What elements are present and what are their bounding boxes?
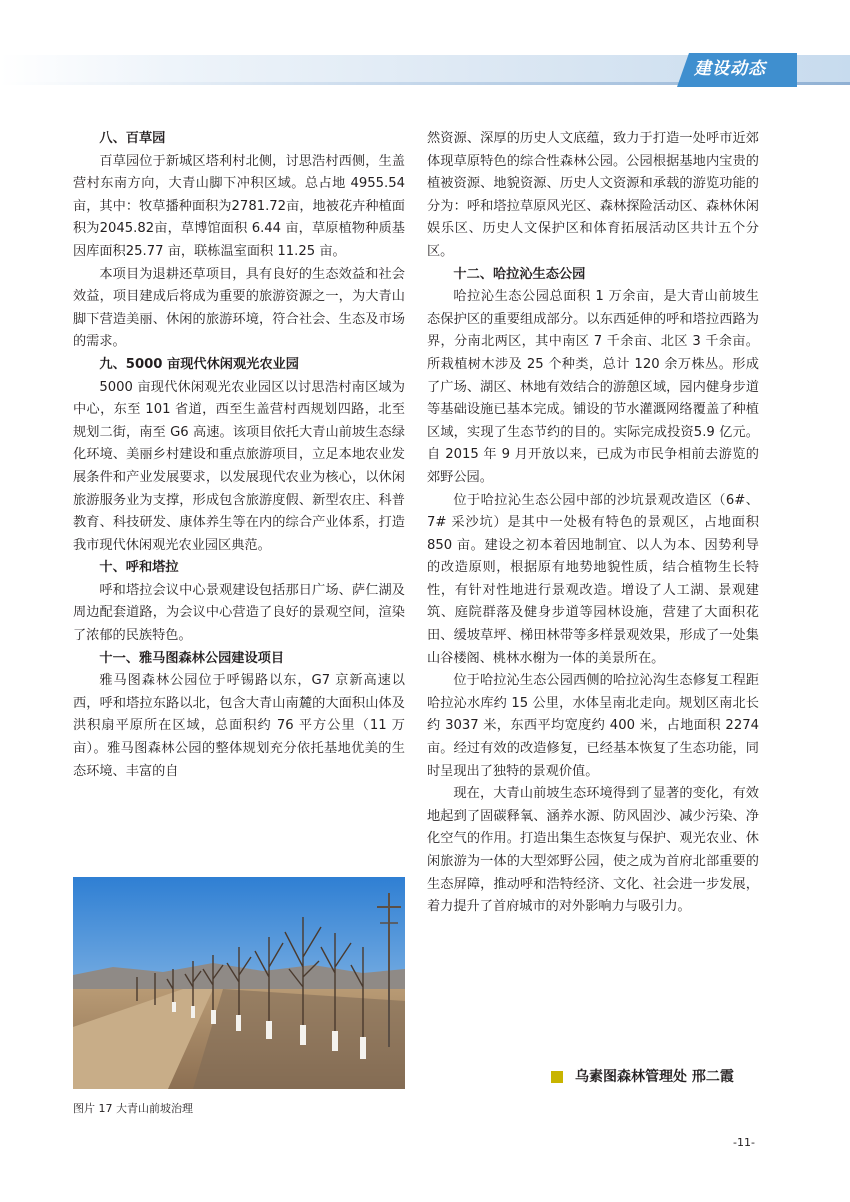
paragraph: 本项目为退耕还草项目，具有良好的生态效益和社会效益，项目建成后将成为重要的旅游资源之一，为大青山脚下营造美丽、休闲的旅游环境，符合社会、生态及市场的需求。 [73,266,405,350]
paragraph: 位于哈拉沁生态公园中部的沙坑景观改造区（6#、7# 采沙坑）是其中一处极有特色的景观区，占地面积 850 亩。建设之初本着因地制宜、以人为本、因势利导的改造原则，根据原有地势地貌性质，结合植物生长特性，有针对性地进行景观改造。增设了人工湖、景观建筑、庭院群落及健身步道等园林设施，营建了大面积花田、缓坡草坪、梯田林带等多样景观效果，形成了一处集山谷楼阁、桃林水榭为一体的美景所在。 [427,492,759,666]
heading-baicaoyuan: 八、百草园 [99,131,166,146]
heading-huhetala: 十、呼和塔拉 [99,560,179,576]
author-marker [551,1071,563,1083]
page-number: -11- [733,1136,755,1149]
paragraph: 位于哈拉沁生态公园西侧的哈拉沁沟生态修复工程距哈拉沁水库约 15 公里，水体呈南北走向。规划区南北长约 3037 米，东西平均宽度约 400 米，占地面积 2274 亩。经过有效的改造修复，已经基本恢复了生态功能，同时呈现出了独特的景观价值。 [427,673,759,779]
paragraph: 雅马图森林公园位于呼锡路以东，G7 京新高速以西，呼和塔拉东路以北，包含大青山南麓的大面积山体及洪积扇平原所在区域，总面积约 76 平方公里（11 万亩）。雅马图森林公园的整体规划充分依托基地优美的生态环境、丰富的自 [73,673,405,779]
heading-agri-park: 九、5000 亩现代休闲观光农业园 [99,356,299,372]
left-column [73,128,405,783]
heading-halaqin: 十二、哈拉沁生态公园 [453,266,586,282]
paragraph: 哈拉沁生态公园总面积 1 万余亩，是大青山前坡生态保护区的重要组成部分。以东西延伸的呼和塔拉西路为界，分南北两区，其中南区 7 千余亩、北区 3 千余亩。所栽植树木涉及 25 个种类，总计 120 余万株丛。形成了广场、湖区、林地有效结合的游憩区域，园内健身步道等基础设施已基本完成。铺设的节水灌溉网络覆盖了种植区域，实现了生态节约的目的。实际完成投资5.9 亿元。自 2015 年 9 月开放以来，已成为市民争相前去游览的郊野公园。 [427,289,759,485]
figure-caption: 图片 17 大青山前坡治理 [73,1102,193,1115]
paragraph: 百草园位于新城区塔利村北侧，讨思浩村西侧，生盖营村东南方向，大青山脚下冲积区域。总占地 4955.54 亩，其中：牧草播种面积为2781.72亩，地被花卉种植面积为2045.82亩，草博馆面积 6.44 亩，草原植物种质基因库面积25.77 亩，联栋温室面积 11.25 亩。 [73,153,405,259]
paragraph: 现在，大青山前坡生态环境得到了显著的变化，有效地起到了固碳释氧、涵养水源、防风固沙、减少污染、净化空气的作用。打造出集生态恢复与保护、观光农业、休闲旅游为一体的大型郊野公园，使之成为首府北部重要的生态屏障，推动呼和浩特经济、文化、社会进一步发展，着力提升了首府城市的对外影响力与吸引力。 [427,786,759,915]
right-column [427,128,759,919]
paragraph: 5000 亩现代休闲观光农业园区以讨思浩村南区域为中心，东至 101 省道，西至生盖营村西规划四路，北至规划二街，南至 G6 高速。该项目依托大青山前坡生态绿化环境、美丽乡村建设和重点旅游项目，立足本地农业发展条件和产业发展要求，以发展现代农业为核心，以休闲旅游服务业为支撑，形成包含旅游度假、新型农庄、科普教育、科技研发、康体养生等在内的综合产业体系，打造我市现代休闲观光农业园区典范。 [73,379,405,553]
paragraph-continued: 然资源、深厚的历史人文底蕴，致力于打造一处呼市近郊体现草原特色的综合性森林公园。公园根据基地内宝贵的植被资源、地貌资源、历史人文资源和承载的游览功能的分为：呼和塔拉草原风光区、森林探险活动区、森林休闲娱乐区、历史人文保护区和体育拓展活动区共计五个分区。 [427,131,759,259]
heading-yamatu: 十一、雅马图森林公园建设项目 [99,650,285,666]
landscape-photo [73,877,405,1089]
paragraph: 呼和塔拉会议中心景观建设包括那日广场、萨仁湖及周边配套道路，为会议中心营造了良好的景观空间，渲染了浓郁的民族特色。 [73,582,405,644]
section-title: 建设动态 [694,59,766,79]
author-credit: 乌素图森林管理处 邢二霞 [575,1069,734,1085]
